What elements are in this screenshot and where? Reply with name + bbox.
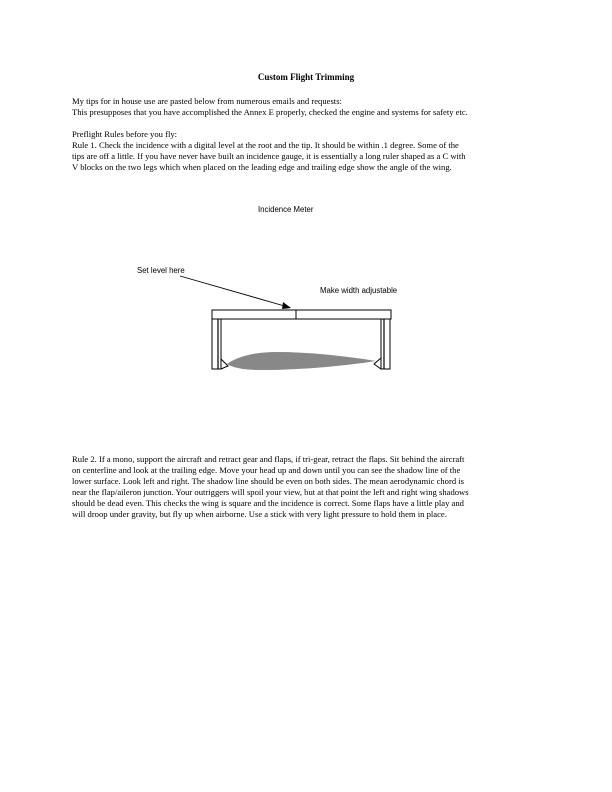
rule2-line: should be dead even. This checks the wing is square and the incidence is correct. Some flaps have a little play and: [72, 497, 464, 508]
preflight-line: Preflight Rules before you fly:: [72, 129, 178, 139]
left-v-block: [221, 359, 228, 369]
figure-title: Incidence Meter: [258, 205, 314, 214]
preflight-line: Rule 1. Check the incidence with a digital level at the root and the tip. It should be within .1 degree. Some of the: [72, 139, 459, 150]
label-make-width: Make width adjustable: [320, 286, 398, 295]
rule2-line: lower surface. Look left and right. The shadow line should be even on both sides. The mean aerodynamic chord is: [72, 475, 465, 486]
intro-line: This presupposes that you have accomplished the Annex E properly, checked the engine and systems for safety etc.: [72, 106, 468, 117]
label-set-level: Set level here: [137, 266, 185, 275]
rule2-line: will droop under gravity, but fly up when airborne. Use a stick with very light pressure to hold them in place.: [72, 508, 447, 519]
intro-paragraph: [72, 96, 542, 118]
rule2-line: on centerline and look at the trailing edge. Move your head up and down until you can see the shadow line of the: [72, 464, 461, 475]
preflight-line: V blocks on the two legs which when placed on the leading edge and trailing edge show the angle of the wing.: [72, 161, 452, 172]
rule2-line: Rule 2. If a mono, support the aircraft and retract gear and flaps, if tri-gear, retract the flaps. Sit behind the aircraft: [72, 454, 465, 464]
ruler-bar: [212, 310, 391, 319]
rule2-line: near the flap/aileron junction. Your outriggers will spoil your view, but at that point the left and right wing shadows: [72, 486, 469, 497]
right-leg: [381, 319, 390, 369]
leader-line: [180, 276, 288, 307]
preflight-line: tips are off a little. If you have never have built an incidence gauge, it is essentially a long ruler shaped as a C with: [72, 150, 466, 161]
airfoil-shape: [227, 352, 376, 370]
left-leg: [212, 319, 221, 369]
intro-line: My tips for in house use are pasted below from numerous emails and requests:: [72, 96, 342, 106]
preflight-paragraph: [72, 129, 542, 173]
arrowhead-icon: [282, 302, 291, 309]
rule2-paragraph: [72, 454, 542, 519]
document-title: Custom Flight Trimming: [257, 72, 355, 82]
right-v-block: [374, 358, 381, 369]
